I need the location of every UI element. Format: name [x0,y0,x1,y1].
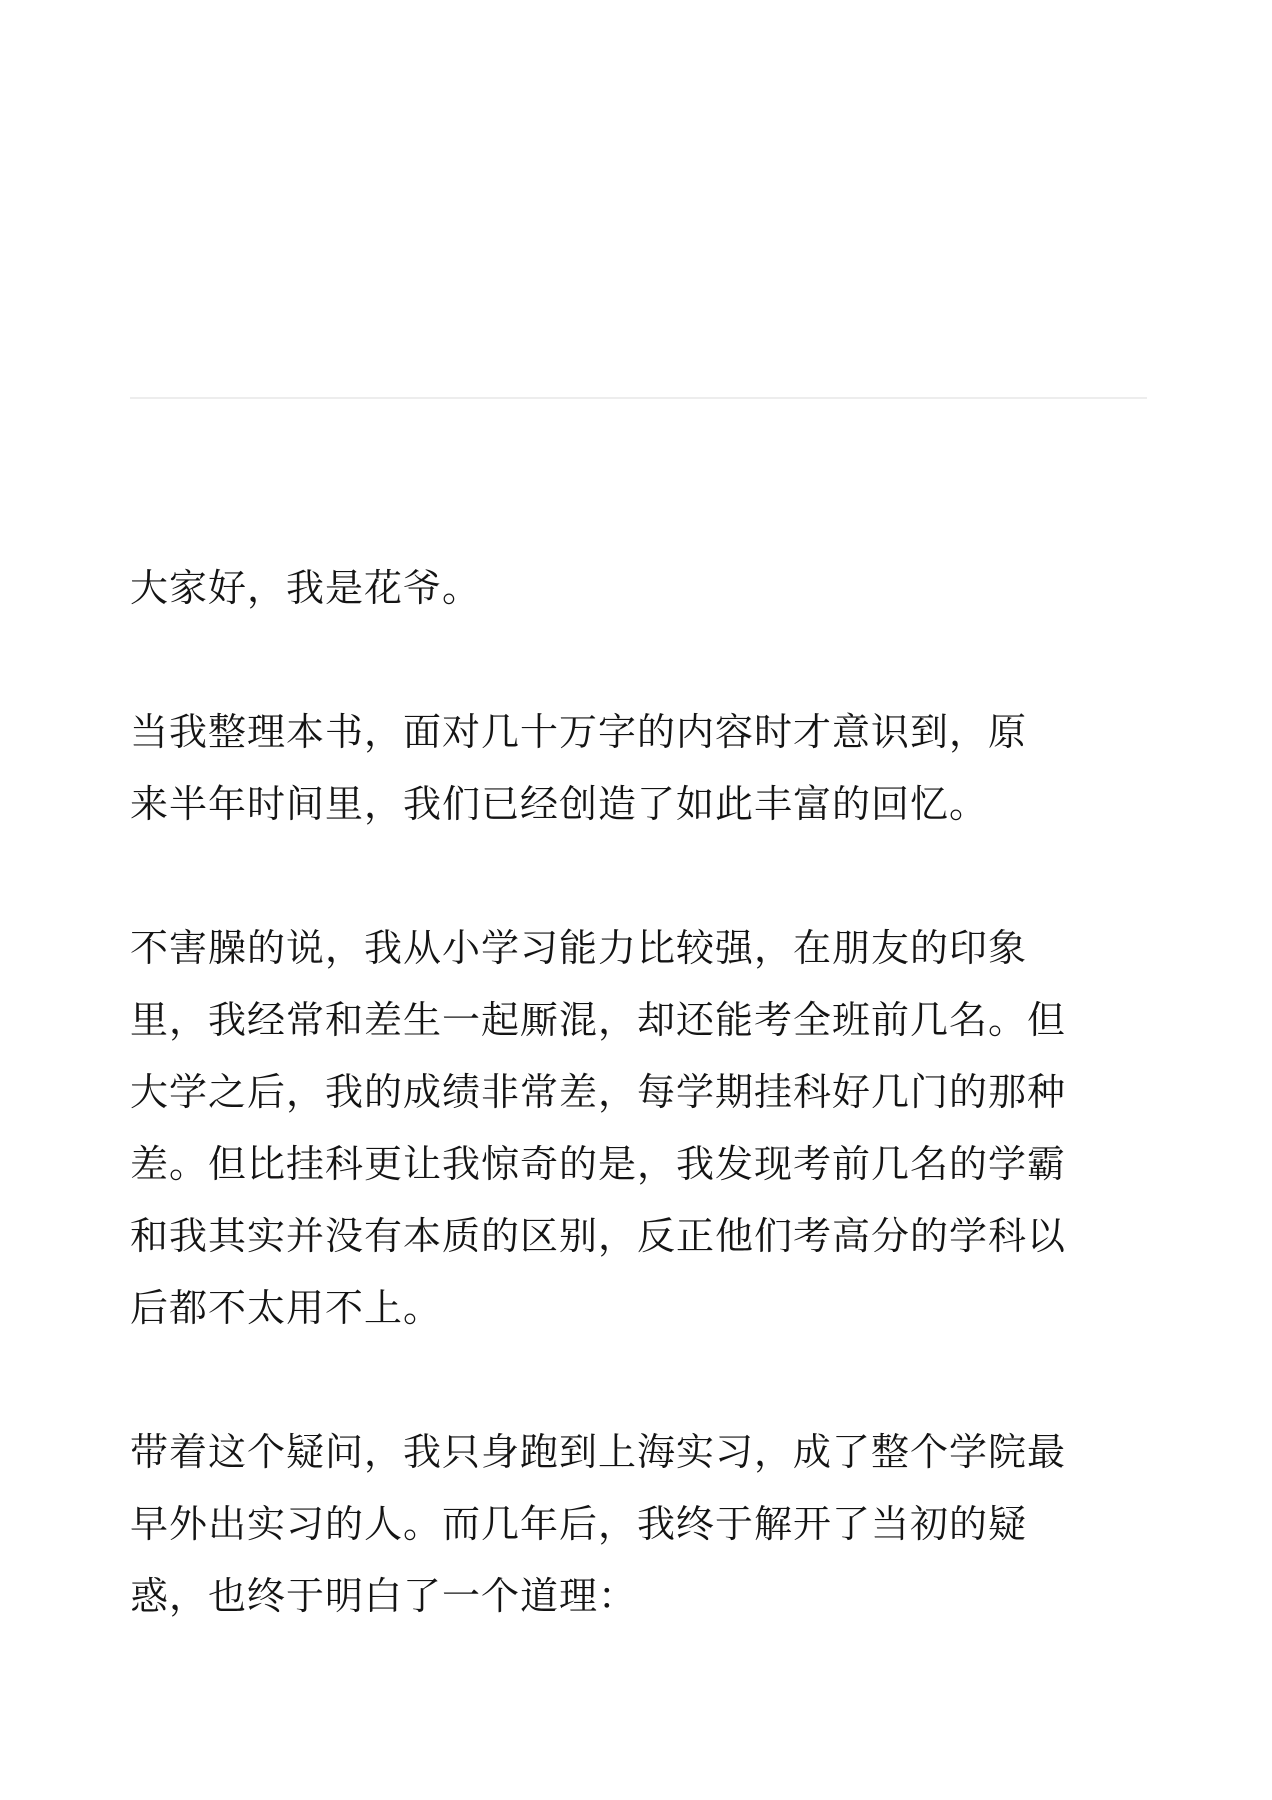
text-line: 差。但比挂科更让我惊奇的是，我发现考前几名的学霸 [130,1142,1067,1186]
text-line: 惑，也终于明白了一个道理： [130,1574,638,1618]
paragraph-book-intro [130,696,1130,840]
text-line: 大家好，我是花爷。 [130,566,482,610]
text-line: 和我其实并没有本质的区别，反正他们考高分的学科以 [130,1214,1067,1258]
text-line: 来半年时间里，我们已经创造了如此丰富的回忆。 [130,782,989,826]
text-line: 带着这个疑问，我只身跑到上海实习，成了整个学院最 [130,1430,1067,1474]
paragraph-internship [130,1416,1130,1632]
text-line: 早外出实习的人。而几年后，我终于解开了当初的疑 [130,1502,1028,1546]
text-line: 不害臊的说，我从小学习能力比较强，在朋友的印象 [130,926,1028,970]
paragraph-greeting [130,552,1130,624]
text-line: 里，我经常和差生一起厮混，却还能考全班前几名。但 [130,998,1067,1042]
text-line: 当我整理本书，面对几十万字的内容时才意识到，原 [130,710,1028,754]
paragraph-school-story [130,912,1130,1344]
text-line: 后都不太用不上。 [130,1286,443,1330]
article-body [130,552,1130,1704]
horizontal-divider [130,397,1147,399]
text-line: 大学之后，我的成绩非常差，每学期挂科好几门的那种 [130,1070,1067,1114]
